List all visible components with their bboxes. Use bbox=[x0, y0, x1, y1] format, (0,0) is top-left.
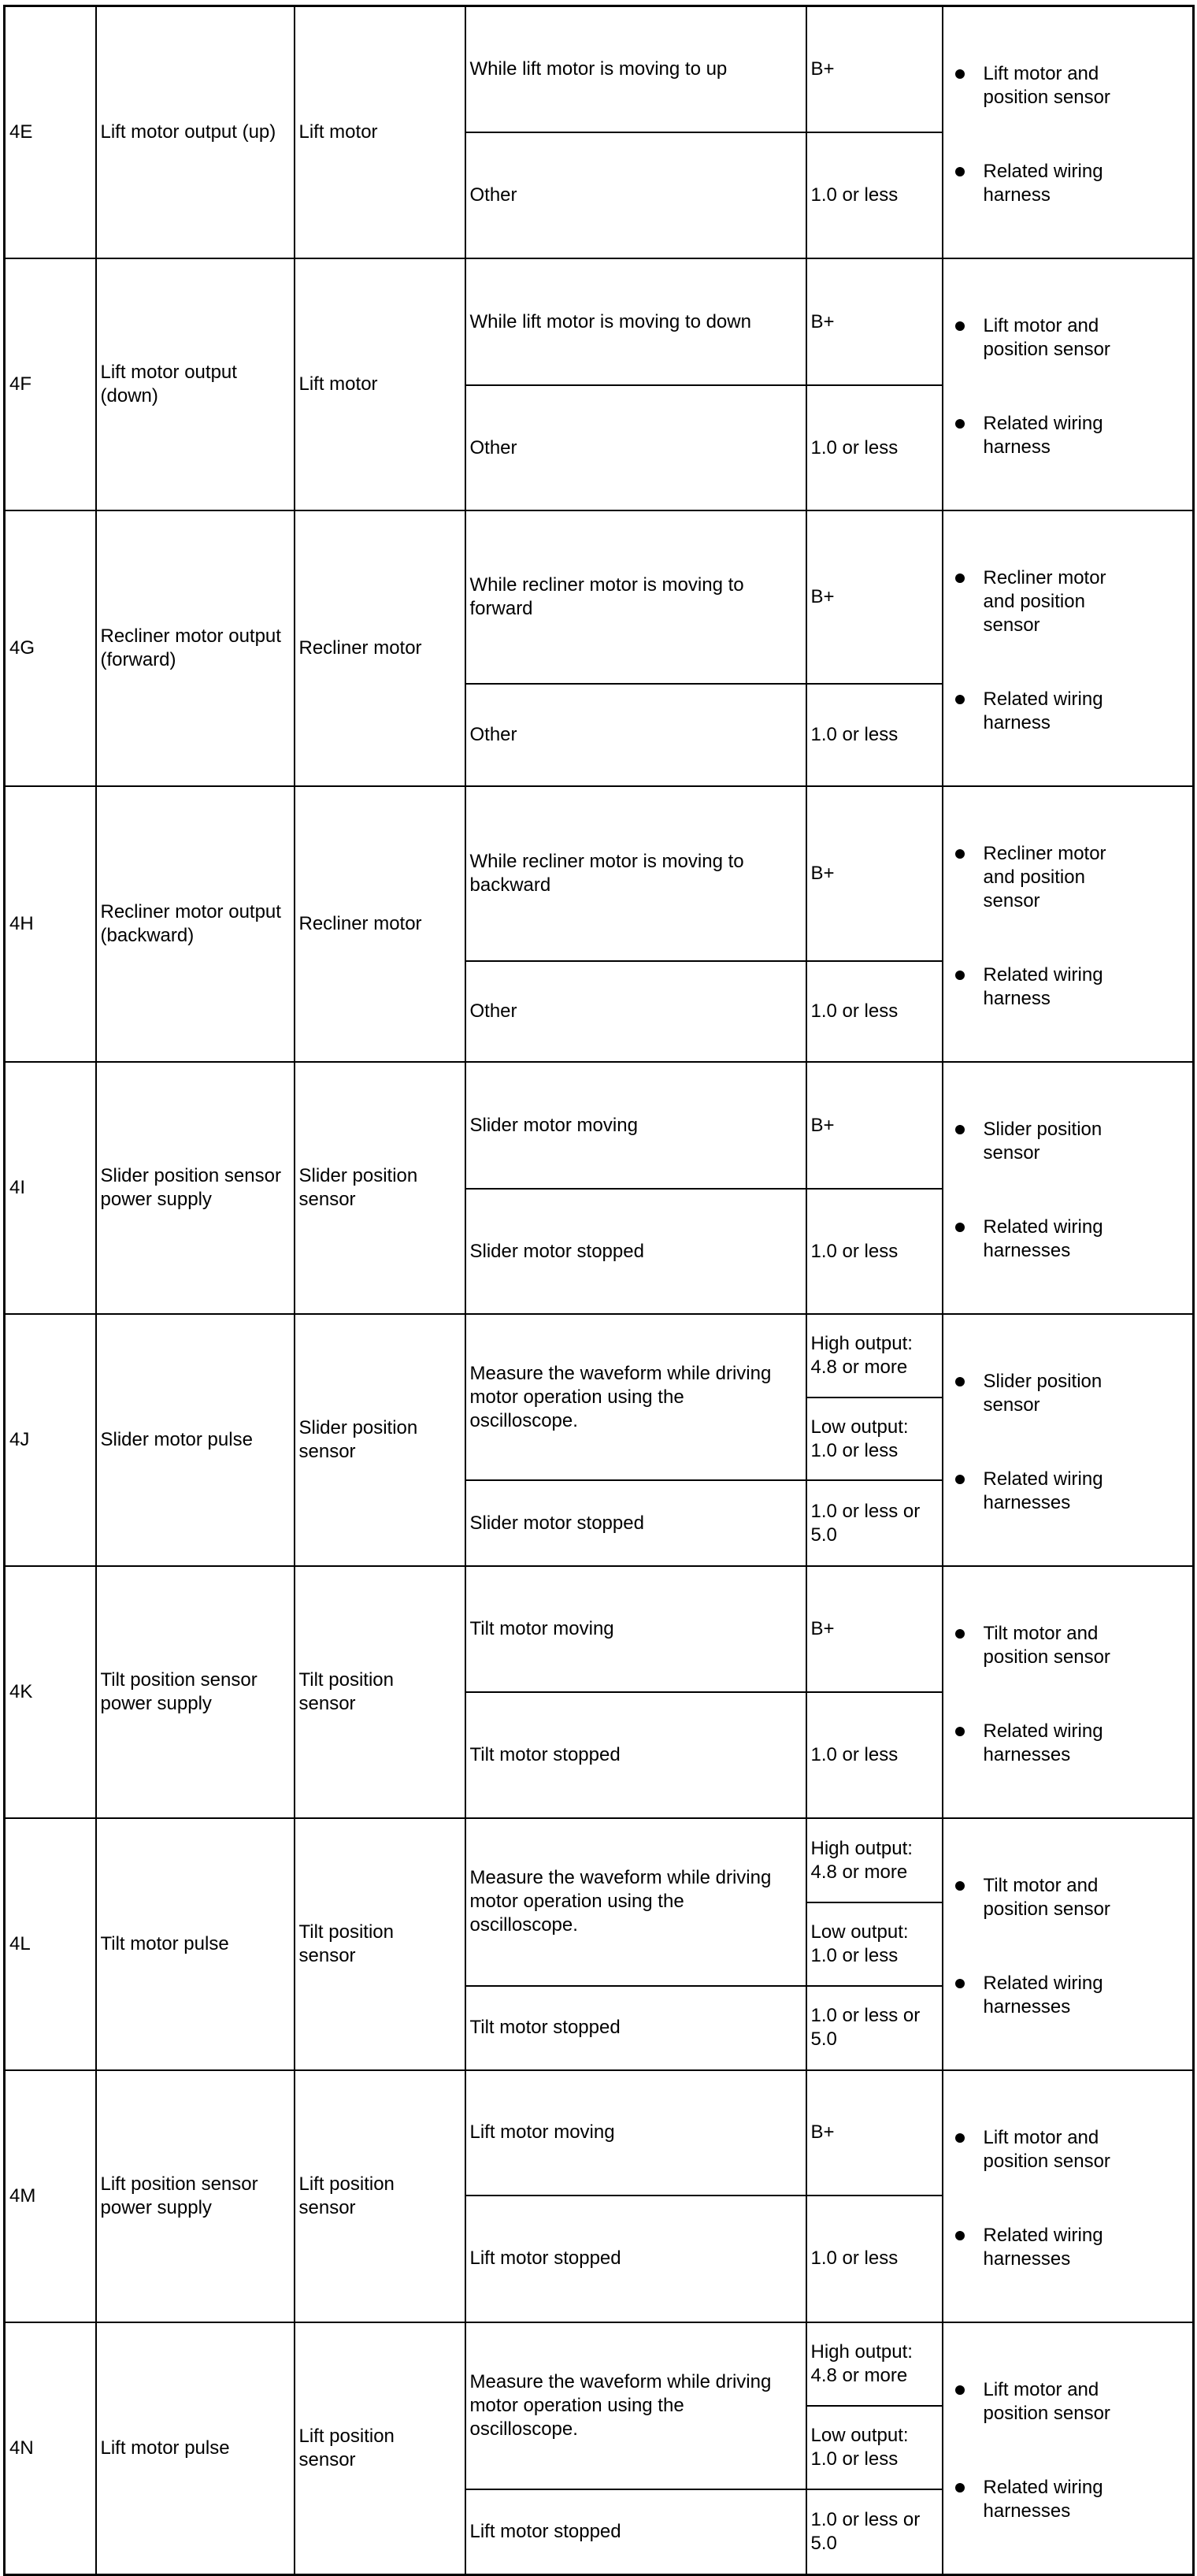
condition-cell: Slider motor stopped bbox=[465, 1480, 806, 1566]
condition-cell: Slider motor moving bbox=[465, 1062, 806, 1189]
check-item: Lift motor and position sensor bbox=[947, 2378, 1190, 2426]
check-item: Tilt motor and position sensor bbox=[947, 1874, 1190, 1921]
connected-component: Lift motor bbox=[295, 6, 465, 259]
check-items bbox=[943, 6, 1194, 259]
condition-cell: Tilt motor stopped bbox=[465, 1692, 806, 1818]
voltage-cell: B+ bbox=[806, 1566, 943, 1692]
condition-cell: While recliner motor is moving to backward bbox=[465, 786, 806, 961]
voltage-cell: Low output: 1.0 or less bbox=[806, 2406, 943, 2489]
voltage-cell: 1.0 or less or 5.0 bbox=[806, 2489, 943, 2575]
condition-cell: While lift motor is moving to down bbox=[465, 258, 806, 385]
voltage-cell: 1.0 or less bbox=[806, 961, 943, 1062]
voltage-cell: B+ bbox=[806, 510, 943, 684]
terminal-description: Recliner motor output (forward) bbox=[96, 510, 295, 786]
table-row bbox=[5, 786, 1194, 961]
voltage-cell: High output: 4.8 or more bbox=[806, 1314, 943, 1397]
table-row bbox=[5, 1062, 1194, 1189]
voltage-cell: 1.0 or less bbox=[806, 132, 943, 258]
check-item: Slider position sensor bbox=[947, 1370, 1190, 1417]
terminal-number: 4M bbox=[5, 2070, 96, 2322]
check-item: Related wiring harnesses bbox=[947, 1972, 1190, 2019]
terminal-description: Lift motor output (down) bbox=[96, 258, 295, 510]
condition-cell: While recliner motor is moving to forward bbox=[465, 510, 806, 684]
check-item: Related wiring harnesses bbox=[947, 2476, 1190, 2523]
check-item: Lift motor and position sensor bbox=[947, 2126, 1190, 2173]
check-items bbox=[943, 1062, 1194, 1314]
connected-component: Slider position sensor bbox=[295, 1062, 465, 1314]
voltage-cell: B+ bbox=[806, 6, 943, 132]
check-items bbox=[943, 2322, 1194, 2575]
check-item: Related wiring harnesses bbox=[947, 1216, 1190, 1263]
check-item: Related wiring harnesses bbox=[947, 1468, 1190, 1515]
check-item: Related wiring harness bbox=[947, 160, 1190, 207]
table-row bbox=[5, 2322, 1194, 2406]
voltage-cell: High output: 4.8 or more bbox=[806, 2322, 943, 2406]
voltage-cell: High output: 4.8 or more bbox=[806, 1818, 943, 1902]
terminal-description: Recliner motor output (backward) bbox=[96, 786, 295, 1062]
terminal-number: 4J bbox=[5, 1314, 96, 1566]
condition-cell: Other bbox=[465, 961, 806, 1062]
condition-cell: Measure the waveform while driving motor operation using the oscilloscope. bbox=[465, 1818, 806, 1986]
check-items bbox=[943, 1818, 1194, 2070]
check-item: Slider position sensor bbox=[947, 1118, 1190, 1165]
condition-cell: Other bbox=[465, 684, 806, 786]
condition-cell: Other bbox=[465, 385, 806, 510]
check-item: Tilt motor and position sensor bbox=[947, 1622, 1190, 1669]
table-row bbox=[5, 510, 1194, 684]
terminal-spec-table bbox=[3, 5, 1195, 2576]
condition-cell: Slider motor stopped bbox=[465, 1189, 806, 1314]
connected-component: Recliner motor bbox=[295, 786, 465, 1062]
table-row bbox=[5, 2070, 1194, 2196]
voltage-cell: B+ bbox=[806, 2070, 943, 2196]
table-row bbox=[5, 1566, 1194, 1692]
check-item: Recliner motor and position sensor bbox=[947, 566, 1190, 637]
connected-component: Tilt position sensor bbox=[295, 1818, 465, 2070]
check-item: Related wiring harnesses bbox=[947, 2224, 1190, 2271]
terminal-description: Lift position sensor power supply bbox=[96, 2070, 295, 2322]
check-item: Related wiring harness bbox=[947, 688, 1190, 735]
check-items bbox=[943, 258, 1194, 510]
condition-cell: Lift motor stopped bbox=[465, 2489, 806, 2575]
voltage-cell: 1.0 or less bbox=[806, 2196, 943, 2322]
terminal-number: 4N bbox=[5, 2322, 96, 2575]
terminal-number: 4K bbox=[5, 1566, 96, 1818]
table-row bbox=[5, 6, 1194, 132]
check-items bbox=[943, 786, 1194, 1062]
table-row bbox=[5, 1314, 1194, 1397]
voltage-cell: 1.0 or less bbox=[806, 1189, 943, 1314]
terminal-description: Slider motor pulse bbox=[96, 1314, 295, 1566]
condition-cell: Tilt motor stopped bbox=[465, 1986, 806, 2070]
connected-component: Recliner motor bbox=[295, 510, 465, 786]
condition-cell: Lift motor moving bbox=[465, 2070, 806, 2196]
terminal-description: Slider position sensor power supply bbox=[96, 1062, 295, 1314]
voltage-cell: Low output: 1.0 or less bbox=[806, 1902, 943, 1986]
connected-component: Slider position sensor bbox=[295, 1314, 465, 1566]
connected-component: Lift motor bbox=[295, 258, 465, 510]
check-item: Related wiring harness bbox=[947, 412, 1190, 459]
check-items bbox=[943, 1566, 1194, 1818]
voltage-cell: B+ bbox=[806, 258, 943, 385]
voltage-cell: 1.0 or less bbox=[806, 1692, 943, 1818]
check-items bbox=[943, 510, 1194, 786]
check-item: Lift motor and position sensor bbox=[947, 62, 1190, 109]
condition-cell: Measure the waveform while driving motor operation using the oscilloscope. bbox=[465, 2322, 806, 2489]
terminal-number: 4L bbox=[5, 1818, 96, 2070]
terminal-number: 4I bbox=[5, 1062, 96, 1314]
voltage-cell: B+ bbox=[806, 1062, 943, 1189]
terminal-number: 4F bbox=[5, 258, 96, 510]
terminal-description: Lift motor pulse bbox=[96, 2322, 295, 2575]
table-row bbox=[5, 1818, 1194, 1902]
condition-cell: While lift motor is moving to up bbox=[465, 6, 806, 132]
voltage-cell: B+ bbox=[806, 786, 943, 961]
voltage-cell: 1.0 or less or 5.0 bbox=[806, 1986, 943, 2070]
connected-component: Tilt position sensor bbox=[295, 1566, 465, 1818]
condition-cell: Measure the waveform while driving motor operation using the oscilloscope. bbox=[465, 1314, 806, 1480]
terminal-number: 4G bbox=[5, 510, 96, 786]
voltage-cell: 1.0 or less bbox=[806, 385, 943, 510]
check-item: Related wiring harness bbox=[947, 963, 1190, 1011]
voltage-cell: 1.0 or less or 5.0 bbox=[806, 1480, 943, 1566]
terminal-description: Lift motor output (up) bbox=[96, 6, 295, 259]
check-items bbox=[943, 2070, 1194, 2322]
terminal-description: Tilt position sensor power supply bbox=[96, 1566, 295, 1818]
condition-cell: Lift motor stopped bbox=[465, 2196, 806, 2322]
connected-component: Lift position sensor bbox=[295, 2070, 465, 2322]
voltage-cell: Low output: 1.0 or less bbox=[806, 1397, 943, 1481]
terminal-number: 4E bbox=[5, 6, 96, 259]
connected-component: Lift position sensor bbox=[295, 2322, 465, 2575]
check-item: Related wiring harnesses bbox=[947, 1720, 1190, 1767]
check-item: Recliner motor and position sensor bbox=[947, 842, 1190, 913]
terminal-number: 4H bbox=[5, 786, 96, 1062]
check-item: Lift motor and position sensor bbox=[947, 314, 1190, 362]
condition-cell: Tilt motor moving bbox=[465, 1566, 806, 1692]
condition-cell: Other bbox=[465, 132, 806, 258]
check-items bbox=[943, 1314, 1194, 1566]
voltage-cell: 1.0 or less bbox=[806, 684, 943, 786]
terminal-description: Tilt motor pulse bbox=[96, 1818, 295, 2070]
table-row bbox=[5, 258, 1194, 385]
